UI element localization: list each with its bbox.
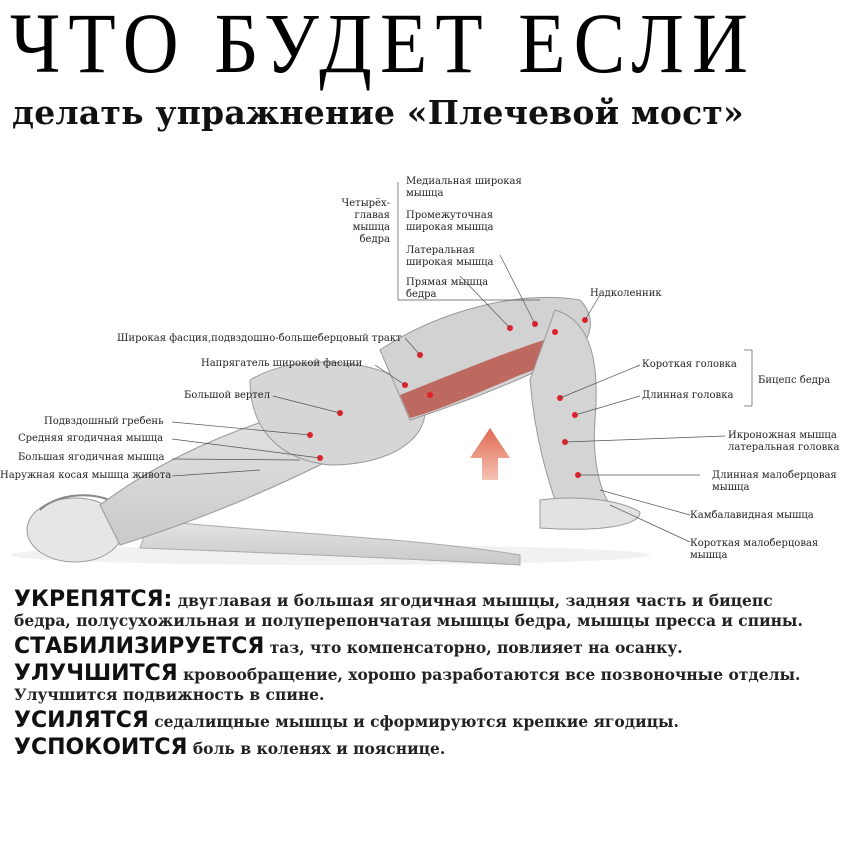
label-peroneus-longus: Длинная малоберцовая мышца bbox=[712, 470, 837, 493]
label-tfl: Напрягатель широкой фасции bbox=[201, 358, 363, 369]
page-title: ЧТО БУДЕТ ЕСЛИ bbox=[10, 0, 756, 91]
label-vastus-intermedius: Промежуточная широкая мышца bbox=[406, 210, 494, 233]
effect-text: кровообращение, хорошо разработаются все позвоночные отделы. Улучшится подвижность в спине. bbox=[14, 665, 801, 704]
effect-text: таз, что компенсаторно, повлияет на осанку. bbox=[264, 638, 683, 657]
effect-stabilize bbox=[14, 634, 834, 659]
effect-keyword: СТАБИЛИЗИРУЕТСЯ bbox=[14, 634, 265, 659]
label-long-head: Длинная головка bbox=[642, 390, 734, 401]
page-subtitle: делать упражнение «Плечевой мост» bbox=[12, 93, 744, 132]
label-peroneus-brevis: Короткая малоберцовая мышца bbox=[690, 538, 819, 561]
effect-keyword: УЛУЧШИТСЯ bbox=[14, 661, 178, 686]
label-gluteus-maximus: Большая ягодичная мышца bbox=[18, 452, 165, 463]
label-short-head: Короткая головка bbox=[642, 359, 737, 370]
effect-keyword: УСПОКОИТСЯ bbox=[14, 735, 188, 760]
effect-strengthen bbox=[14, 587, 834, 631]
label-greater-trochanter: Большой вертел bbox=[184, 390, 271, 401]
effect-text: двуглавая и большая ягодичная мышцы, задняя часть и бицепс бедра, полусухожильная и полуперепончатая мышцы бедра, мышцы пресса и спины. bbox=[14, 591, 803, 630]
effect-keyword: УКРЕПЯТСЯ: bbox=[14, 587, 173, 612]
anatomy-illustration bbox=[0, 160, 842, 580]
effect-intensify bbox=[14, 708, 834, 733]
effect-calm bbox=[14, 735, 834, 760]
label-iliac-crest: Подвздошный гребень bbox=[44, 416, 164, 427]
effect-text: седалищные мышцы и сформируются крепкие ягодицы. bbox=[148, 712, 679, 731]
label-biceps-femoris: Бицепс бедра bbox=[758, 375, 831, 386]
effect-keyword: УСИЛЯТСЯ bbox=[14, 708, 149, 733]
label-vastus-lateralis: Латеральная широкая мышца bbox=[406, 245, 494, 268]
label-gastrocnemius: Икроножная мышца латеральная головка bbox=[728, 430, 840, 453]
label-gluteus-medius: Средняя ягодичная мышца bbox=[18, 433, 164, 444]
effect-text: боль в коленях и пояснице. bbox=[187, 739, 446, 758]
label-external-oblique: Наружная косая мышца живота bbox=[0, 470, 172, 481]
label-quadriceps: Четырёх- главая мышца бедра bbox=[341, 198, 390, 245]
label-soleus: Камбалавидная мышца bbox=[690, 510, 814, 521]
label-vastus-medialis: Медиальная широкая мышца bbox=[406, 176, 522, 199]
effects-list bbox=[14, 587, 834, 765]
label-rectus-femoris: Прямая мышца бедра bbox=[406, 277, 489, 300]
label-it-band: Широкая фасция,подвздошно-большеберцовый тракт bbox=[117, 333, 402, 344]
effect-improve bbox=[14, 661, 834, 705]
label-patella: Надколенник bbox=[590, 288, 662, 299]
